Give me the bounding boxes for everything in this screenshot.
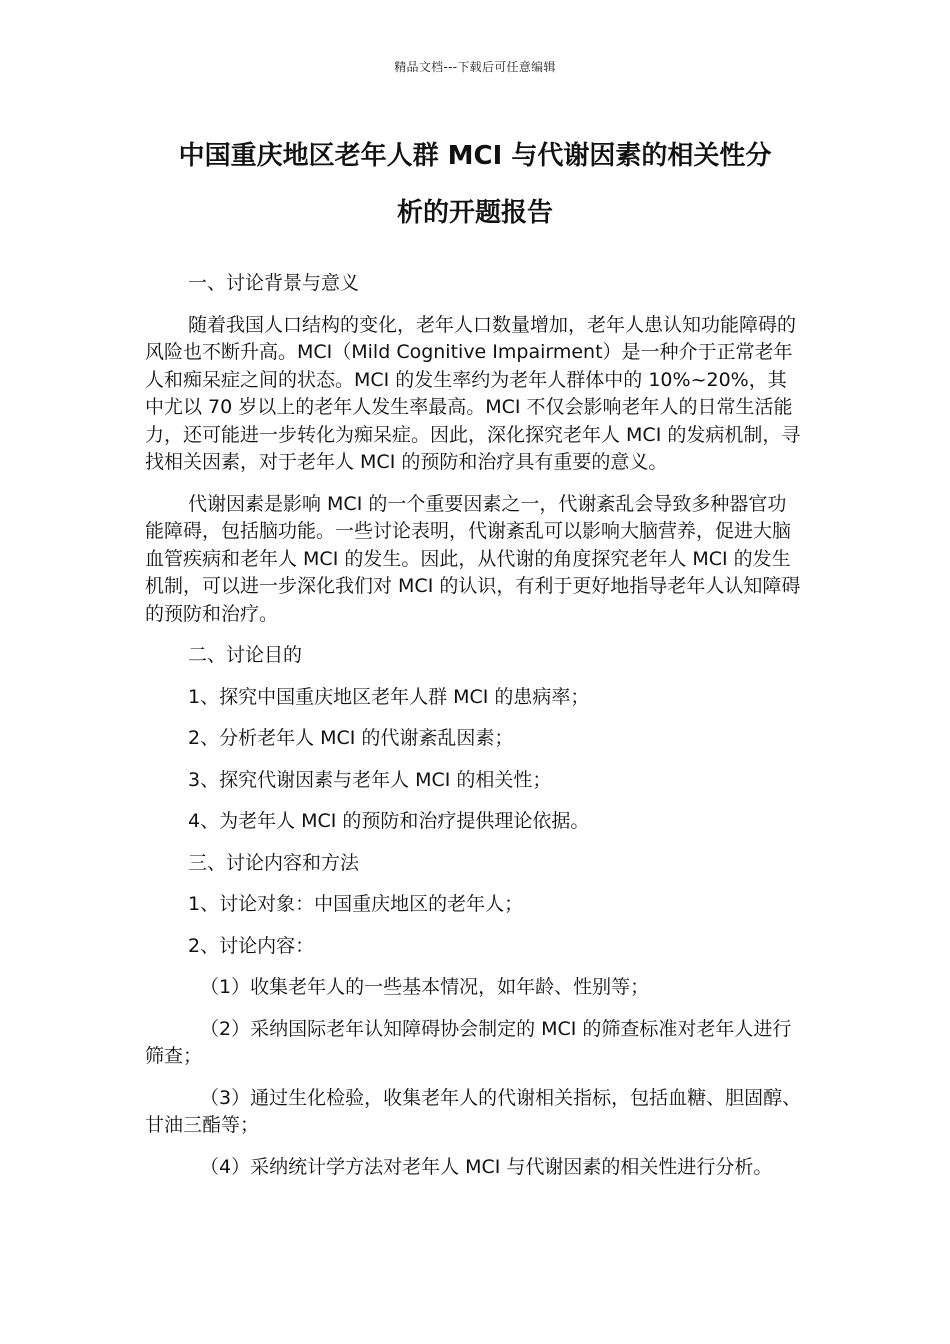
section-heading-purpose: 二、讨论目的: [188, 644, 303, 666]
section-heading-methods: 三、讨论内容和方法: [188, 851, 360, 874]
list-item-content-4: （4）采纳统计学方法对老年人 MCI 与代谢因素的相关性进行分析。: [200, 1155, 773, 1178]
list-item-content-3: （3）通过生化检验，收集老年人的代谢相关指标，包括血糖、胆固醇、甘油三酯等；: [145, 1086, 802, 1136]
header-note: 精品文档---下载后可任意编辑: [394, 60, 556, 74]
section-heading-background: 一、讨论背景与意义: [188, 272, 360, 294]
list-item-content-1: （1）收集老年人的一些基本情况，如年龄、性别等；: [200, 976, 650, 998]
list-item-subjects: 1、讨论对象：中国重庆地区的老年人；: [188, 893, 524, 915]
list-item-content: 2、讨论内容：: [188, 934, 315, 957]
paragraph-background: 随着我国人口结构的变化，老年人口数量增加，老年人患认知功能障碍的风险也不断升高。MCI（Mild Cognitive Impairment）是一种介于正常老年人和痴呆症之间的状态。MCI 的发生率约为老年人群体中的 10%~20%，其中尤以 70 岁以上的老年人发生率最高。MCI 不仅会影响老年人的日常生活能力，还可能进一步转化为痴呆症。因此，深化探究老年人 MCI 的发病机制，寻找相关因素，对于老年人 MCI 的预防和治疗具有重要的意义。: [145, 313, 801, 473]
list-item-purpose-4: 4、为老年人 MCI 的预防和治疗提供理论依据。: [188, 810, 590, 832]
document-title: [140, 128, 810, 242]
list-item-purpose-1: 1、探究中国重庆地区老年人群 MCI 的患病率；: [188, 685, 590, 708]
paragraph-metabolic-factors: 代谢因素是影响 MCI 的一个重要因素之一，代谢紊乱会导致多种器官功能障碍，包括脑功能。一些讨论表明，代谢紊乱可以影响大脑营养，促进大脑血管疾病和老年人 MCI 的发生。因此，从代谢的角度探究老年人 MCI 的发生机制，可以进一步深化我们对 MCI 的认识，有利于更好地指导老年人认知障碍的预防和治疗。: [145, 492, 801, 625]
document-title-line-1: 中国重庆地区老年人群 MCI 与代谢因素的相关性分: [178, 141, 772, 171]
list-item-purpose-2: 2、分析老年人 MCI 的代谢紊乱因素；: [188, 727, 514, 749]
list-item-purpose-3: 3、探究代谢因素与老年人 MCI 的相关性；: [188, 768, 552, 791]
document-title-line-2: 析的开题报告: [396, 198, 553, 228]
list-item-content-2: （2）采纳国际老年认知障碍协会制定的 MCI 的筛查标准对老年人进行筛查；: [145, 1017, 792, 1067]
document-body: [145, 270, 805, 1195]
